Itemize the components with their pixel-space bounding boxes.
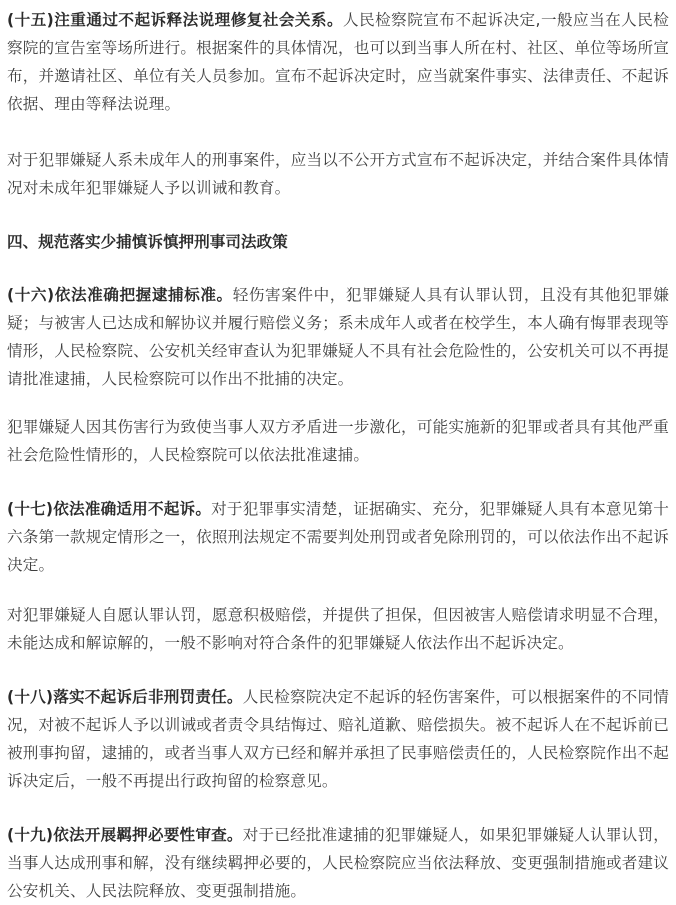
paragraph-sixteen-title: (十六)依法准确把握逮捕标准。 (7, 286, 233, 304)
paragraph-nineteen (7, 821, 669, 905)
paragraph-eighteen (7, 683, 669, 795)
paragraph-sixteen (7, 281, 669, 393)
paragraph-eighteen-title: (十八)落实不起诉后非刑罚责任。 (7, 688, 243, 706)
paragraph-fifteen (7, 6, 669, 118)
paragraph-nineteen-title: (十九)依法开展羁押必要性审查。 (7, 826, 243, 844)
paragraph-seventeen-compensation-text: 对犯罪嫌疑人自愿认罪认罚，愿意积极赔偿，并提供了担保，但因被害人赔偿请求明显不合理，未能达成和解谅解的，一般不影响对符合条件的犯罪嫌疑人依法作出不起诉决定。 (7, 606, 669, 652)
paragraph-seventeen (7, 495, 669, 579)
paragraph-fifteen-text: 人民检察院宣布不起诉决定,一般应当在人民检察院的宣告室等场所进行。根据案件的具体情况，也可以到当事人所在村、社区、单位等场所宣布，并邀请社区、单位有关人员参加。宣布不起诉决定时，应当就案件事实、法律责任、不起诉依据、理由等释法说理。 (7, 11, 670, 113)
paragraph-fifteen-title: (十五)注重通过不起诉释法说理修复社会关系。 (7, 11, 344, 29)
paragraph-nineteen-text: 对于已经批准逮捕的犯罪嫌疑人，如果犯罪嫌疑人认罪认罚，当事人达成刑事和解，没有继续羁押必要的，人民检察院应当依法释放、变更强制措施或者建议公安机关、人民法院释放、变更强制措施。 (7, 826, 669, 900)
paragraph-seventeen-title: (十七)依法准确适用不起诉。 (7, 500, 212, 518)
paragraph-sixteen-arrest-text: 犯罪嫌疑人因其伤害行为致使当事人双方矛盾进一步激化，可能实施新的犯罪或者具有其他严重社会危险性情形的，人民检察院可以依法批准逮捕。 (7, 418, 669, 464)
paragraph-seventeen-text: 对于犯罪事实清楚，证据确实、充分，犯罪嫌疑人具有本意见第十六条第一款规定情形之一，依照刑法规定不需要判处刑罚或者免除刑罚的，可以依法作出不起诉决定。 (7, 500, 669, 574)
paragraph-sixteen-text: 轻伤害案件中，犯罪嫌疑人具有认罪认罚，且没有其他犯罪嫌疑；与被害人已达成和解协议并履行赔偿义务；系未成年人或者在校学生，本人确有悔罪表现等情形，人民检察院、公安机关经审查认为犯罪嫌疑人不具有社会危险性的，公安机关可以不再提请批准逮捕，人民检察院可以作出不批捕的决定。 (7, 286, 669, 388)
paragraph-seventeen-compensation-rule (7, 601, 669, 657)
section-heading-four: 四、规范落实少捕慎诉慎押刑事司法政策 (7, 233, 288, 251)
paragraph-fifteen-minor-rule (7, 146, 669, 202)
paragraph-sixteen-arrest-rule (7, 413, 669, 469)
paragraph-fifteen-minor-text: 对于犯罪嫌疑人系未成年人的刑事案件，应当以不公开方式宣布不起诉决定，并结合案件具体情况对未成年犯罪嫌疑人予以训诫和教育。 (7, 151, 669, 197)
paragraph-eighteen-text: 人民检察院决定不起诉的轻伤害案件，可以根据案件的不同情况，对被不起诉人予以训诫或者责令具结悔过、赔礼道歉、赔偿损失。被不起诉人在不起诉前已被刑事拘留，逮捕的，或者当事人双方已经和解并承担了民事赔偿责任的，人民检察院作出不起诉决定后，一般不再提出行政拘留的检察意见。 (7, 688, 669, 790)
